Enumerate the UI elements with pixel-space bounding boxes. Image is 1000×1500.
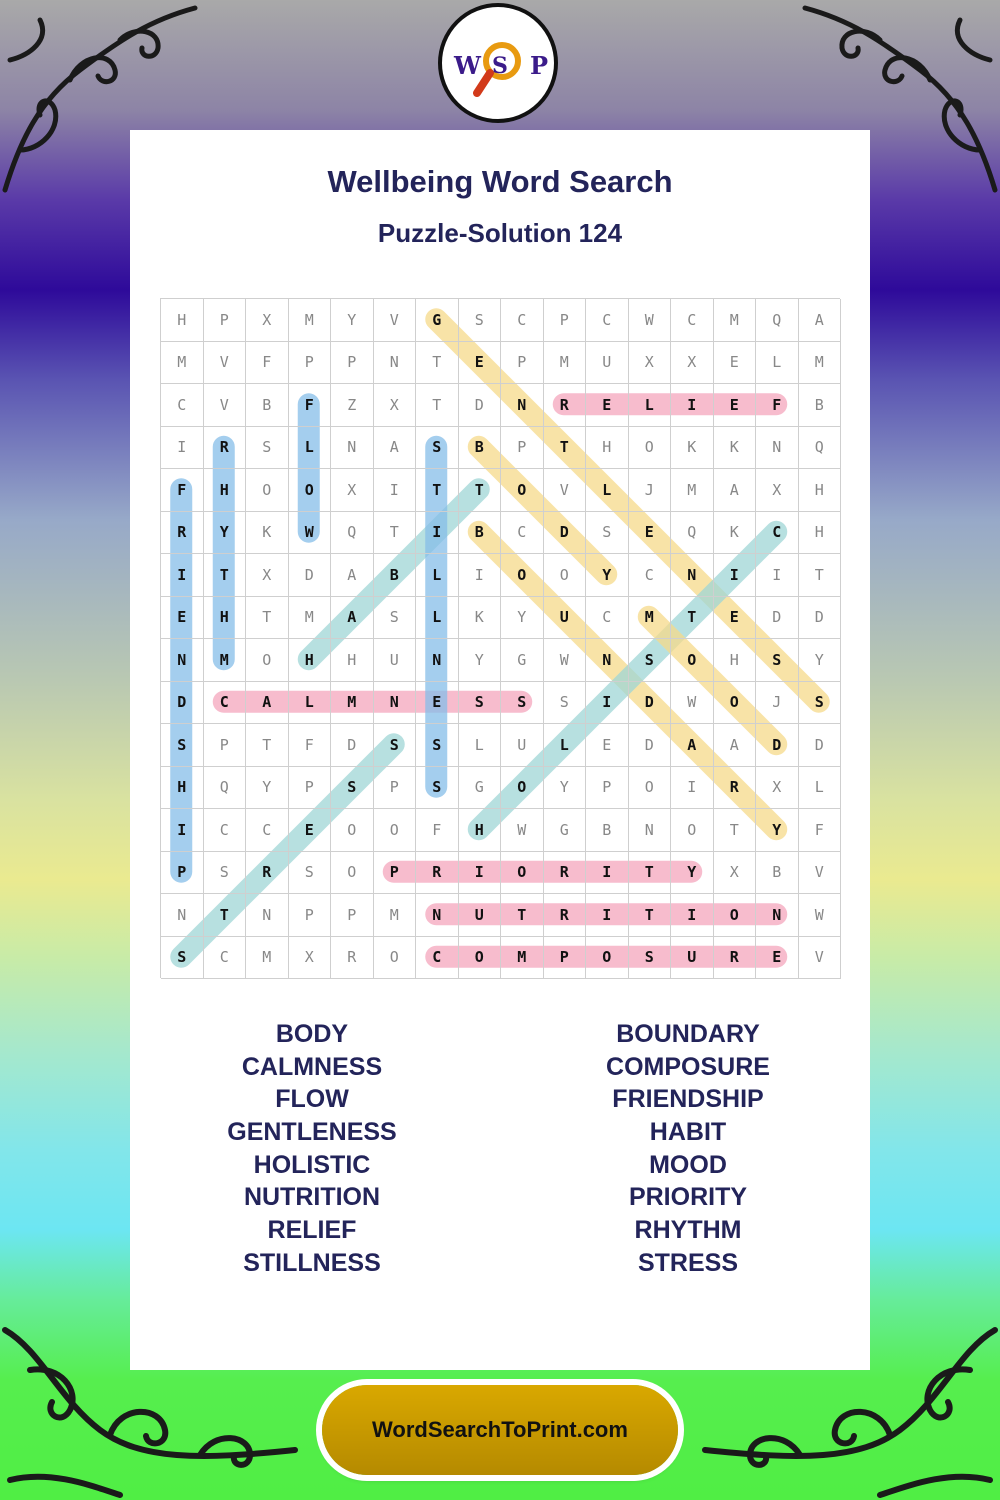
grid-cell: M (331, 682, 374, 725)
logo-letter-p: P (530, 51, 549, 80)
grid-cell: C (501, 512, 544, 555)
grid-cell: O (671, 809, 714, 852)
grid-cell: F (161, 469, 204, 512)
grid-cell: H (161, 767, 204, 810)
grid-cell: S (161, 724, 204, 767)
grid-cell: O (671, 639, 714, 682)
grid-cell: A (714, 469, 757, 512)
grid-cell: Q (799, 427, 842, 470)
grid-cell: G (501, 639, 544, 682)
grid-cell: T (416, 469, 459, 512)
word-list-item: HOLISTIC (253, 1150, 371, 1179)
grid-cell: I (671, 767, 714, 810)
grid-cell: O (629, 427, 672, 470)
grid-cell: O (501, 554, 544, 597)
grid-cell: M (204, 639, 247, 682)
grid-cell: B (459, 427, 502, 470)
grid-cell: D (629, 724, 672, 767)
grid-cell: O (629, 767, 672, 810)
grid-cell: D (544, 512, 587, 555)
grid-cell: T (374, 512, 417, 555)
grid-cell: T (459, 469, 502, 512)
grid-cell: N (416, 894, 459, 937)
grid-cell: O (246, 639, 289, 682)
grid-cell: N (756, 894, 799, 937)
grid-cell: Y (459, 639, 502, 682)
grid-cell: E (289, 809, 332, 852)
grid-cell: W (671, 682, 714, 725)
grid-cell: S (416, 724, 459, 767)
grid-cell: E (714, 342, 757, 385)
grid-cell: I (714, 554, 757, 597)
grid-cell: M (289, 597, 332, 640)
word-list-item: NUTRITION (243, 1183, 381, 1212)
grid-cell: F (246, 342, 289, 385)
grid-cell: C (161, 384, 204, 427)
grid-cell: P (331, 342, 374, 385)
grid-cell: P (289, 894, 332, 937)
grid-cell: K (714, 512, 757, 555)
grid-cell: Y (331, 299, 374, 342)
grid-cell: N (161, 894, 204, 937)
grid-cell: C (756, 512, 799, 555)
word-list-item: GENTLENESS (227, 1118, 397, 1147)
grid-cell: Y (671, 852, 714, 895)
grid-cell: E (714, 384, 757, 427)
grid-cell: I (161, 554, 204, 597)
grid-cell: E (586, 384, 629, 427)
grid-cell: I (161, 809, 204, 852)
grid-cell: I (374, 469, 417, 512)
grid-cell: H (204, 469, 247, 512)
grid-cell: V (204, 384, 247, 427)
grid-cell: S (331, 767, 374, 810)
grid-cell: X (629, 342, 672, 385)
grid-cell: P (501, 427, 544, 470)
grid-cell: B (459, 512, 502, 555)
grid-cell: N (586, 639, 629, 682)
word-list-item: FRIENDSHIP (612, 1085, 764, 1114)
grid-cell: S (246, 427, 289, 470)
grid-cell: X (246, 299, 289, 342)
letter-grid (160, 298, 840, 978)
word-list-right (523, 1018, 853, 1280)
grid-cell: Y (586, 554, 629, 597)
grid-cell: O (501, 767, 544, 810)
grid-cell: U (501, 724, 544, 767)
grid-cell: S (374, 724, 417, 767)
word-list-item: BODY (275, 1020, 349, 1048)
grid-cell: M (629, 597, 672, 640)
grid-cell: S (161, 937, 204, 980)
grid-cell: S (459, 299, 502, 342)
grid-cell: M (246, 937, 289, 980)
grid-cell: C (204, 937, 247, 980)
grid-cell: M (714, 299, 757, 342)
grid-cell: U (544, 597, 587, 640)
grid-cell: O (374, 809, 417, 852)
grid-cell: B (799, 384, 842, 427)
grid-cell: X (331, 469, 374, 512)
grid-cell: P (204, 724, 247, 767)
grid-cell: A (799, 299, 842, 342)
grid-cell: T (416, 384, 459, 427)
grid-cell: D (289, 554, 332, 597)
word-list-item: MOOD (649, 1150, 727, 1179)
grid-cell: C (204, 809, 247, 852)
grid-cell: L (544, 724, 587, 767)
grid-cell: S (204, 852, 247, 895)
grid-cell: G (416, 299, 459, 342)
grid-cell: O (714, 894, 757, 937)
grid-cell: C (629, 554, 672, 597)
grid-cell: L (629, 384, 672, 427)
grid-cell: H (459, 809, 502, 852)
grid-cell: P (289, 342, 332, 385)
word-list-item: RELIEF (267, 1216, 357, 1245)
grid-cell: L (756, 342, 799, 385)
grid-cell: O (501, 852, 544, 895)
grid-cell: Y (204, 512, 247, 555)
grid-cell: U (459, 894, 502, 937)
grid-cell: T (204, 554, 247, 597)
grid-cell: G (459, 767, 502, 810)
word-list-item: COMPOSURE (606, 1052, 770, 1081)
grid-cell: C (586, 597, 629, 640)
grid-cell: K (459, 597, 502, 640)
grid-cell: L (799, 767, 842, 810)
grid-cell: N (374, 342, 417, 385)
grid-cell: T (629, 894, 672, 937)
grid-cell: B (756, 852, 799, 895)
grid-cell: T (629, 852, 672, 895)
grid-cell: F (289, 384, 332, 427)
grid-cell: O (586, 937, 629, 980)
grid-cell: L (289, 682, 332, 725)
grid-cell: P (586, 767, 629, 810)
grid-cell: C (586, 299, 629, 342)
grid-cell: Y (544, 767, 587, 810)
grid-cell: S (374, 597, 417, 640)
grid-cell: C (246, 809, 289, 852)
grid-cell: I (586, 852, 629, 895)
grid-cell: P (544, 937, 587, 980)
page-subtitle: Puzzle-Solution 124 (377, 218, 623, 248)
grid-cell: H (799, 512, 842, 555)
word-list-item: STRESS (637, 1248, 739, 1277)
grid-cell: T (714, 809, 757, 852)
grid-cell: I (586, 894, 629, 937)
grid-cell: R (246, 852, 289, 895)
grid-cell: M (289, 299, 332, 342)
grid-cell: T (246, 724, 289, 767)
grid-cell: L (586, 469, 629, 512)
grid-cell: M (374, 894, 417, 937)
grid-cell: A (246, 682, 289, 725)
grid-cell: O (544, 554, 587, 597)
word-list-item: PRIORITY (628, 1183, 748, 1212)
grid-cell: N (671, 554, 714, 597)
grid-cell: D (756, 724, 799, 767)
grid-cell: W (501, 809, 544, 852)
grid-cell: A (671, 724, 714, 767)
grid-cell: N (161, 639, 204, 682)
grid-cell: A (714, 724, 757, 767)
grid-cell: T (246, 597, 289, 640)
grid-cell: D (629, 682, 672, 725)
grid-cell: I (671, 894, 714, 937)
grid-cell: S (289, 852, 332, 895)
grid-cell: U (586, 342, 629, 385)
grid-cell: O (714, 682, 757, 725)
grid-cell: P (374, 852, 417, 895)
grid-cell: E (586, 724, 629, 767)
grid-cell: S (586, 512, 629, 555)
grid-cell: I (161, 427, 204, 470)
grid-cell: S (459, 682, 502, 725)
grid-cell: T (204, 894, 247, 937)
grid-cell: P (289, 767, 332, 810)
grid-cell: Z (331, 384, 374, 427)
grid-cell: S (544, 682, 587, 725)
grid-cell: R (544, 384, 587, 427)
grid-cell: H (586, 427, 629, 470)
grid-cell: T (501, 894, 544, 937)
grid-cell: H (714, 639, 757, 682)
grid-cell: M (799, 342, 842, 385)
grid-cell: A (331, 554, 374, 597)
grid-cell: I (756, 554, 799, 597)
grid-cell: O (374, 937, 417, 980)
grid-cell: Y (246, 767, 289, 810)
grid-cell: O (331, 809, 374, 852)
grid-cell: M (501, 937, 544, 980)
word-list-item: RHYTHM (634, 1216, 742, 1245)
grid-cell: P (331, 894, 374, 937)
grid-cell: J (756, 682, 799, 725)
grid-cell: J (629, 469, 672, 512)
grid-cell: N (629, 809, 672, 852)
grid-cell: H (289, 639, 332, 682)
grid-cell: U (374, 639, 417, 682)
grid-cell: M (161, 342, 204, 385)
grid-cell: W (289, 512, 332, 555)
grid-cell: S (416, 767, 459, 810)
grid-cell: I (671, 384, 714, 427)
grid-cell: E (756, 937, 799, 980)
grid-cell: F (756, 384, 799, 427)
grid-cell: Y (501, 597, 544, 640)
grid-cell: F (799, 809, 842, 852)
grid-cell: N (374, 682, 417, 725)
grid-cell: R (161, 512, 204, 555)
logo (438, 3, 558, 123)
grid-cell: Y (799, 639, 842, 682)
grid-cell: L (416, 554, 459, 597)
grid-cell: S (416, 427, 459, 470)
grid-cell: X (671, 342, 714, 385)
grid-cell: H (799, 469, 842, 512)
grid-cell: U (671, 937, 714, 980)
grid-cell: D (799, 597, 842, 640)
grid-cell: E (714, 597, 757, 640)
grid-cell: Y (756, 809, 799, 852)
grid-cell: N (416, 639, 459, 682)
grid-cell: K (671, 427, 714, 470)
grid-cell: M (544, 342, 587, 385)
grid-cell: L (459, 724, 502, 767)
grid-cell: P (501, 342, 544, 385)
grid-cell: E (416, 682, 459, 725)
grid-cell: O (459, 937, 502, 980)
grid-cell: X (289, 937, 332, 980)
grid-cell: W (799, 894, 842, 937)
grid-cell: D (799, 724, 842, 767)
grid-cell: V (544, 469, 587, 512)
grid-cell: B (586, 809, 629, 852)
grid-cell: T (416, 342, 459, 385)
grid-cell: W (629, 299, 672, 342)
grid-cell: O (331, 852, 374, 895)
grid-cell: P (204, 299, 247, 342)
page-title: Wellbeing Word Search (327, 164, 673, 199)
grid-cell: O (289, 469, 332, 512)
word-list-item: FLOW (275, 1085, 349, 1114)
grid-cell: B (374, 554, 417, 597)
grid-cell: L (289, 427, 332, 470)
grid-cell: E (459, 342, 502, 385)
grid-cell: V (374, 299, 417, 342)
grid-cell: R (331, 937, 374, 980)
word-list-item: BOUNDARY (616, 1020, 760, 1048)
grid-cell: F (289, 724, 332, 767)
grid-cell: Q (331, 512, 374, 555)
grid-cell: I (459, 554, 502, 597)
grid-cell: H (331, 639, 374, 682)
grid-cell: A (374, 427, 417, 470)
grid-cell: N (756, 427, 799, 470)
grid-cell: V (799, 937, 842, 980)
grid-cell: B (246, 384, 289, 427)
grid-cell: W (544, 639, 587, 682)
grid-cell: I (416, 512, 459, 555)
grid-cell: M (671, 469, 714, 512)
logo-letter-w: W (454, 51, 481, 80)
grid-cell: R (204, 427, 247, 470)
word-list-item: HABIT (649, 1118, 727, 1147)
grid-cell: I (586, 682, 629, 725)
grid-cell: Q (671, 512, 714, 555)
grid-cell: D (161, 682, 204, 725)
grid-cell: D (756, 597, 799, 640)
grid-cell: Q (756, 299, 799, 342)
grid-cell: R (416, 852, 459, 895)
grid-cell: K (246, 512, 289, 555)
grid-cell: R (714, 937, 757, 980)
grid-cell: G (544, 809, 587, 852)
grid-cell: C (671, 299, 714, 342)
grid-cell: D (331, 724, 374, 767)
grid-cell: R (544, 852, 587, 895)
grid-cell: H (204, 597, 247, 640)
grid-cell: T (799, 554, 842, 597)
grid-cell: C (204, 682, 247, 725)
grid-cell: S (629, 639, 672, 682)
footer-site-button[interactable]: WordSearchToPrint.com (322, 1385, 678, 1475)
grid-cell: S (756, 639, 799, 682)
word-list-left (147, 1018, 477, 1280)
grid-cell: Q (204, 767, 247, 810)
grid-cell: P (544, 299, 587, 342)
grid-cell: D (459, 384, 502, 427)
grid-cell: O (246, 469, 289, 512)
grid-cell: C (501, 299, 544, 342)
grid-cell: I (459, 852, 502, 895)
grid-cell: E (161, 597, 204, 640)
grid-cell: A (331, 597, 374, 640)
word-list-item: CALMNESS (241, 1052, 383, 1081)
grid-cell: F (416, 809, 459, 852)
logo-letter-s: S (492, 53, 508, 79)
grid-cell: X (714, 852, 757, 895)
grid-cell: R (544, 894, 587, 937)
grid-cell: V (204, 342, 247, 385)
grid-cell: X (374, 384, 417, 427)
grid-cell: H (161, 299, 204, 342)
grid-cell: S (501, 682, 544, 725)
grid-cell: X (246, 554, 289, 597)
grid-cell: C (416, 937, 459, 980)
grid-cell: S (799, 682, 842, 725)
grid-cell: T (544, 427, 587, 470)
grid-cell: E (629, 512, 672, 555)
grid-cell: N (246, 894, 289, 937)
grid-cell: N (331, 427, 374, 470)
grid-cell: X (756, 767, 799, 810)
grid-cell: R (714, 767, 757, 810)
grid-cell: V (799, 852, 842, 895)
grid-cell: T (671, 597, 714, 640)
grid-cell: O (501, 469, 544, 512)
word-list-item: STILLNESS (243, 1248, 381, 1277)
grid-cell: L (416, 597, 459, 640)
grid-cell: S (629, 937, 672, 980)
grid-cell: N (501, 384, 544, 427)
grid-cell: X (756, 469, 799, 512)
grid-cell: K (714, 427, 757, 470)
grid-cell: P (161, 852, 204, 895)
grid-cell: P (374, 767, 417, 810)
